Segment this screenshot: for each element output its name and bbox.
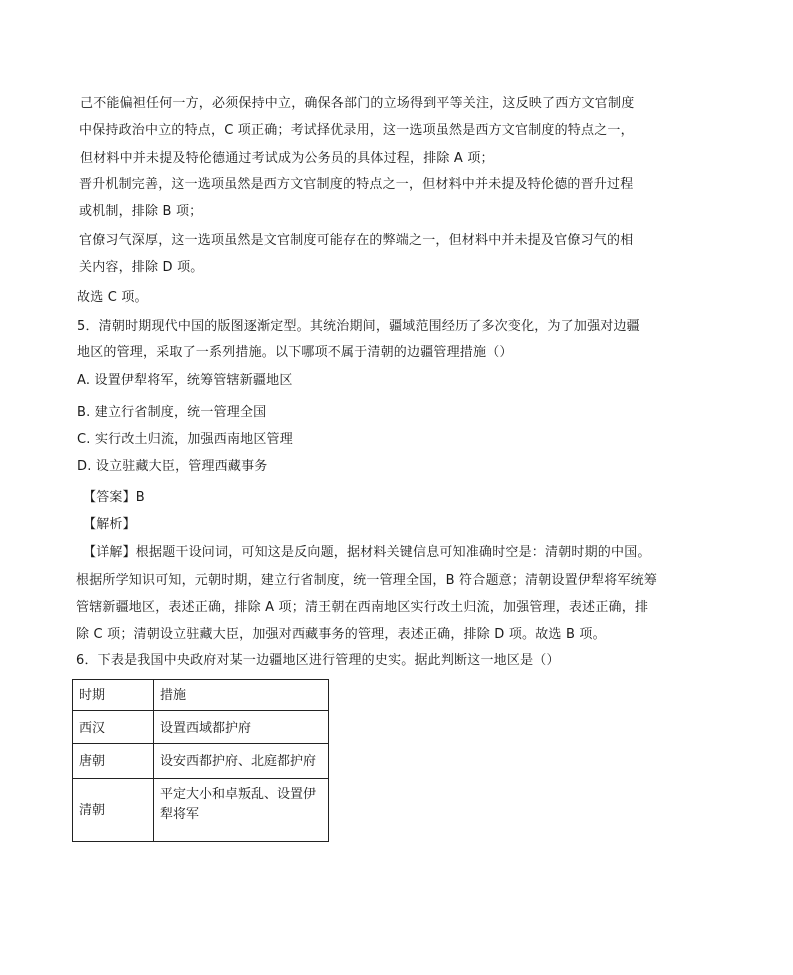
question-6-stem: 6．下表是我国中央政府对某一边疆地区进行管理的史实。据此判断这一地区是（）: [76, 653, 560, 668]
question-5-option-c: C. 实行改土归流，加强西南地区管理: [77, 432, 293, 447]
question-5-option-b: B. 建立行省制度，统一管理全国: [77, 405, 267, 420]
table-cell-measure: 设安西都护府、北庭都护府: [154, 744, 329, 779]
table-row: [73, 711, 329, 744]
explanation-line-4: 除 C 项；清朝设立驻藏大臣，加强对西藏事务的管理，表述正确，排除 D 项。故选 B 项。: [76, 627, 606, 642]
table-cell-period: 西汉: [73, 711, 154, 744]
table-cell-period: 唐朝: [73, 744, 154, 779]
table-cell-measure: 设置西域都护府: [154, 711, 329, 744]
text-line-5: 或机制，排除 B 项；: [79, 204, 203, 219]
explanation-line-3: 管辖新疆地区，表述正确，排除 A 项；清王朝在西南地区实行改土归流，加强管理，表述正确，排: [76, 600, 649, 615]
explanation-line-2: 根据所学知识可知，元朝时期，建立行省制度，统一管理全国，B 符合题意；清朝设置伊犁将军统筹: [76, 573, 658, 588]
table-row: [73, 744, 329, 779]
table-header-row: [73, 680, 329, 711]
explanation-line-1: 【详解】根据题干设问词，可知这是反向题，据材料关键信息可知准确时空是：清朝时期的中国。: [83, 545, 651, 560]
analysis-label: 【解析】: [83, 517, 136, 532]
table-header-period: 时期: [73, 680, 154, 711]
question-5-option-a: A. 设置伊犁将军，统筹管辖新疆地区: [77, 373, 293, 388]
text-line-1: 己不能偏袒任何一方，必须保持中立，确保各部门的立场得到平等关注，这反映了西方文官制度: [80, 96, 635, 111]
text-line-2: 中保持政治中立的特点，C 项正确；考试择优录用，这一选项虽然是西方文官制度的特点之一，: [79, 123, 634, 138]
text-line-4: 晋升机制完善，这一选项虽然是西方文官制度的特点之一，但材料中并未提及特伦德的晋升过程: [79, 177, 634, 192]
table-header-measure: 措施: [154, 680, 329, 711]
text-line-7: 关内容，排除 D 项。: [79, 260, 204, 275]
question-5-stem-2: 地区的管理，采取了一系列措施。以下哪项不属于清朝的边疆管理措施（）: [77, 345, 513, 360]
answer-label: 【答案】B: [83, 490, 145, 505]
question-5-stem-1: 5．清朝时期现代中国的版图逐渐定型。其统治期间，疆域范围经历了多次变化，为了加强对边疆: [77, 319, 640, 334]
table-row: [73, 779, 329, 842]
text-line-6: 官僚习气深厚，这一选项虽然是文官制度可能存在的弊端之一，但材料中并未提及官僚习气的相: [79, 233, 634, 248]
text-line-3: 但材料中并未提及特伦德通过考试成为公务员的具体过程，排除 A 项；: [80, 151, 494, 166]
history-table: [72, 679, 329, 842]
text-line-8: 故选 C 项。: [77, 290, 148, 305]
table-cell-measure: 平定大小和卓叛乱、设置伊犁将军: [154, 779, 329, 842]
question-5-option-d: D. 设立驻藏大臣，管理西藏事务: [77, 459, 268, 474]
table-cell-period: 清朝: [73, 779, 154, 842]
